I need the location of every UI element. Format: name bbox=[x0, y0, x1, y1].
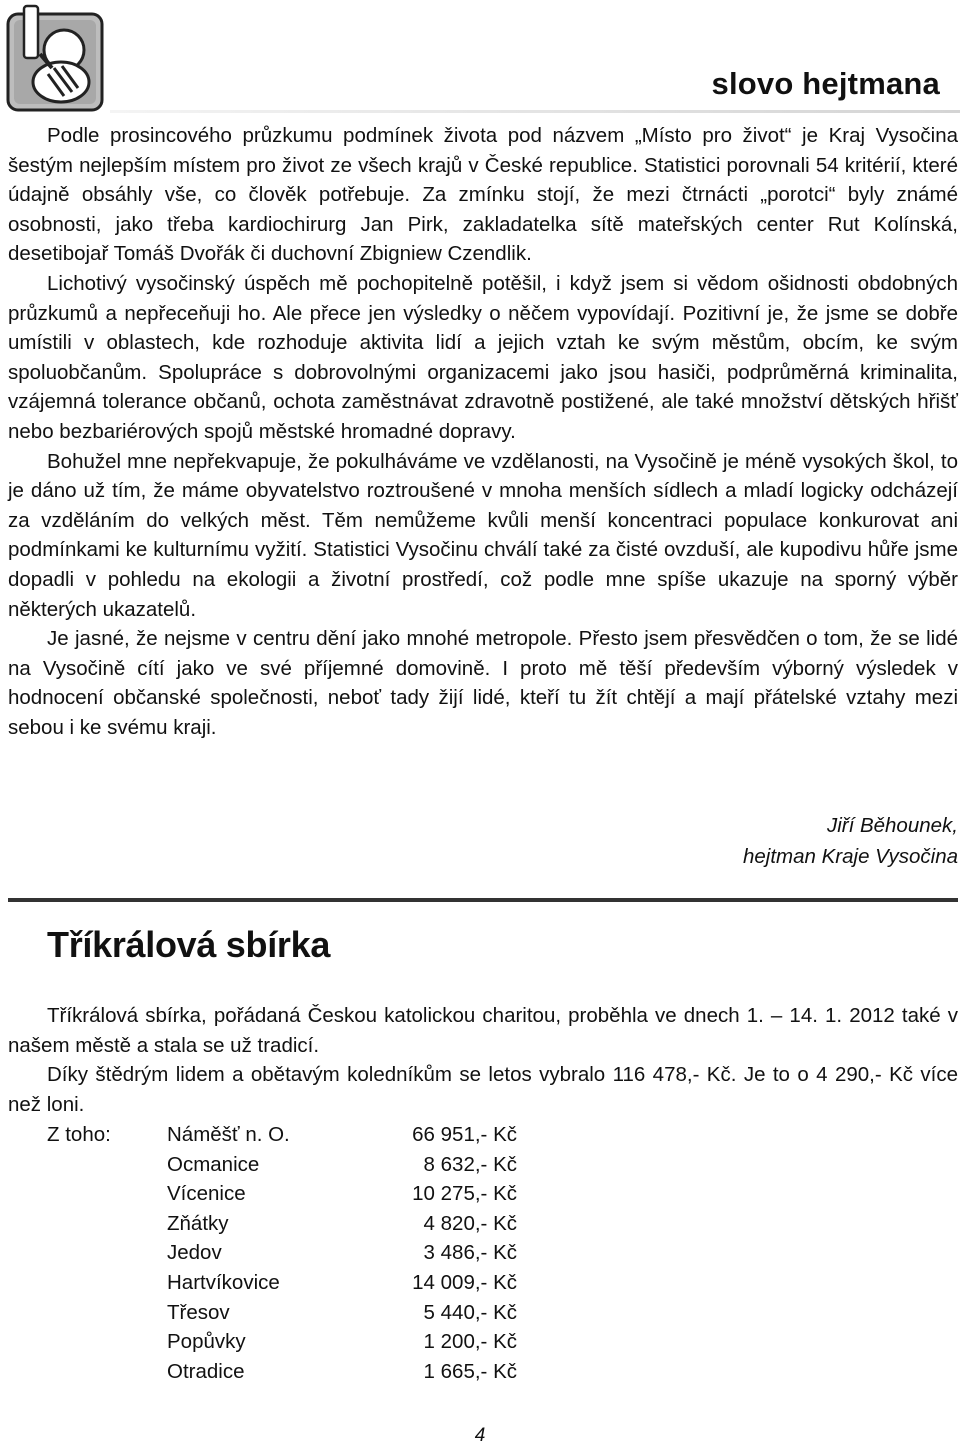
article-title: Tříkrálová sbírka bbox=[47, 924, 331, 965]
header-divider bbox=[110, 110, 960, 113]
donation-place: Náměšť n. O. bbox=[167, 1123, 290, 1146]
donations-prefix: Z toho: bbox=[47, 1123, 111, 1146]
donation-place: Jedov bbox=[167, 1241, 222, 1265]
donation-amount: 1 665,- Kč bbox=[423, 1359, 517, 1383]
donation-place: Ocmanice bbox=[167, 1152, 260, 1176]
signature-name: Jiří Běhounek, bbox=[826, 814, 958, 837]
list-item bbox=[47, 1150, 517, 1180]
section-divider bbox=[8, 898, 958, 902]
paragraph: Díky štědrým lidem a obětavým koledníkům se letos vybralo 116 478,- Kč. Je to o 4 290,- Kč více než loni. bbox=[8, 1063, 958, 1116]
signature-role: hejtman Kraje Vysočina bbox=[743, 845, 958, 868]
section-header-title: slovo hejtmana bbox=[711, 66, 940, 101]
donation-amount: 1 200,- Kč bbox=[423, 1330, 517, 1354]
paragraph: Podle prosincového průzkumu podmínek života pod názvem „Místo pro život“ je Kraj Vysočina šestým nejlepším místem pro život ze všech krajů v České republice. Statistici porovnali 54 kritérií, které údajně obsáhly vše, co člověk potřebuje. Za zmínku stojí, že mezi čtrnácti „porotci“ byly známé osobnosti, jako třeba kardiochirurg Jan Pirk, zakladatelka sítě mateřských center Rut Kolínská, desetibojař Tomáš Dvořák či duchovní Zbigniew Czendlik. bbox=[8, 124, 958, 266]
donation-amount: 8 632,- Kč bbox=[423, 1152, 517, 1176]
speaker-logo-icon bbox=[6, 4, 106, 114]
article-three-kings-collection bbox=[8, 1001, 958, 1119]
paragraph: Tříkrálová sbírka, pořádaná Českou katolickou charitou, proběhla ve dnech 1. – 14. 1. 2012 také v našem městě a stala se už tradicí. bbox=[8, 1004, 958, 1057]
list-item bbox=[47, 1298, 517, 1328]
paragraph: Lichotivý vysočinský úspěch mě pochopitelně potěšil, i když jsem si vědom ošidnosti obdobných průzkumů a nepřeceňuji ho. Ale přece jen výsledky o něčem vypovídají. Pozitivní je, že jsme se dobře umístili v oblastech, kde rozhoduje aktivita lidí a jejich vztah ke svým městům, obcím, ke svým spoluobčanům. Spolupráce s dobrovolnými organizacemi jako jsou hasiči, podprůměrná kriminalita, vzájemná tolerance občanů, ochota zaměstnávat zdravotně postižené, ale také množství dětských hřišť nebo bezbariérových spojů městské hromadné dopravy. bbox=[8, 271, 958, 443]
donation-amount: 10 275,- Kč bbox=[412, 1182, 517, 1206]
donations-list bbox=[47, 1120, 517, 1386]
paragraph: Bohužel mne nepřekvapuje, že pokulháváme ve vzdělanosti, na Vysočině je méně vysokých škol, to je dáno už tím, že máme obyvatelstvo roztroušené v mnoha menších sídlech a mladí logicky odcházejí za vzděláním do velkých měst. Těm nemůžeme kvůli menší koncentraci populace konkurovat ani podmínkami ke kulturnímu vyžití. Statistici Vysočinu chválí také za čisté ovzduší, ale kupodivu hůře jsme dopadli v pohledu na ekologii a životní prostředí, což podle mne spíše ukazuje na sporný výběr některých ukazatelů. bbox=[8, 449, 958, 621]
donation-amount: 4 820,- Kč bbox=[423, 1211, 517, 1235]
signature bbox=[743, 810, 958, 872]
list-item bbox=[47, 1179, 517, 1209]
donation-amount: 14 009,- Kč bbox=[412, 1270, 517, 1294]
donation-amount: 3 486,- Kč bbox=[423, 1241, 517, 1265]
donation-place: Hartvíkovice bbox=[167, 1270, 280, 1294]
donation-amount: 5 440,- Kč bbox=[423, 1300, 517, 1324]
donation-place: Zňátky bbox=[167, 1211, 229, 1235]
donation-amount: 66 951,- Kč bbox=[412, 1123, 517, 1146]
paragraph: Je jasné, že nejsme v centru dění jako mnohé metropole. Přesto jsem přesvědčen o tom, že se lidé na Vysočině cítí jako ve své příjemné domovině. I proto mě těší především výborný výsledek v hodnocení občanské společnosti, neboť tady žijí lidé, kteří tu žít chtějí a mají přátelské vztahy mezi sebou i ke svému kraji. bbox=[8, 627, 958, 739]
list-item bbox=[47, 1238, 517, 1268]
donation-place: Vícenice bbox=[167, 1182, 246, 1206]
article-governor-word bbox=[8, 121, 958, 742]
list-item bbox=[47, 1357, 517, 1387]
list-item bbox=[47, 1120, 517, 1150]
donation-place: Třesov bbox=[167, 1300, 230, 1324]
donation-place: Otradice bbox=[167, 1359, 245, 1383]
page-number: 4 bbox=[474, 1425, 486, 1446]
list-item bbox=[47, 1268, 517, 1298]
list-item bbox=[47, 1209, 517, 1239]
donation-place: Popůvky bbox=[167, 1330, 246, 1354]
list-item bbox=[47, 1327, 517, 1357]
